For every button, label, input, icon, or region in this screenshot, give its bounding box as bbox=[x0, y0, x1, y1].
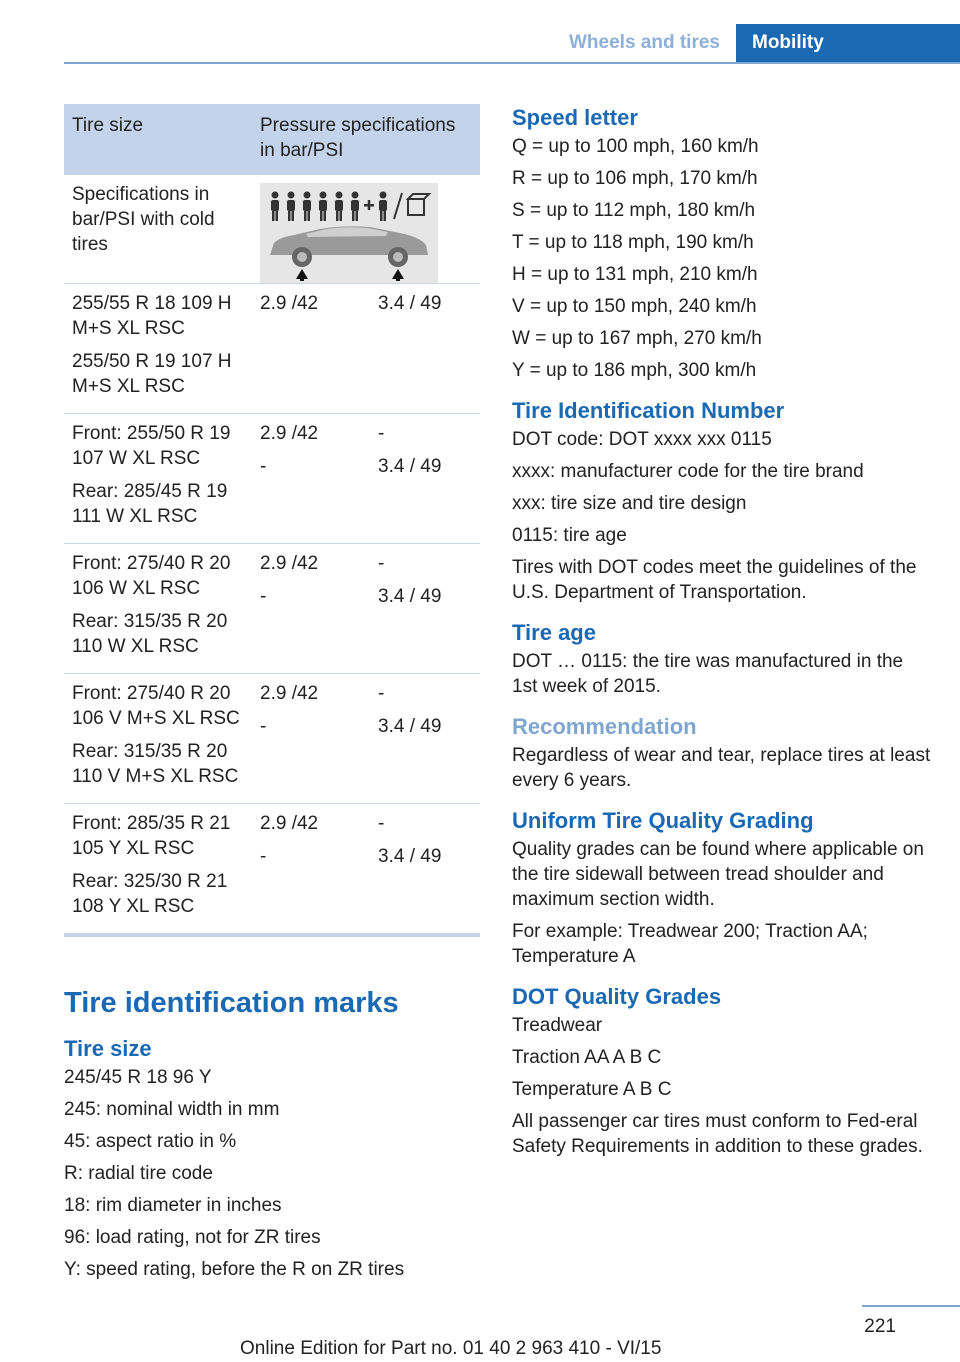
table-row bbox=[64, 284, 480, 414]
text-line: Y = up to 186 mph, 300 km/h bbox=[512, 360, 757, 381]
tire-size-cell bbox=[64, 544, 252, 674]
pressure-loaded-cell-line: - bbox=[378, 553, 385, 574]
text-line: DOT … 0115: the tire was manufactured in the 1st week of 2015. bbox=[512, 651, 904, 697]
left-column bbox=[64, 104, 480, 1289]
pressure-normal-cell-line: - bbox=[260, 456, 267, 477]
pressure-loaded-cell-line: - bbox=[378, 423, 385, 444]
tire-marks-title: Tire identification marks bbox=[64, 987, 399, 1019]
text-line: W = up to 167 mph, 270 km/h bbox=[512, 328, 762, 349]
tire-size-cell bbox=[64, 284, 252, 414]
tire-size-line: 245/45 R 18 96 Y bbox=[64, 1067, 212, 1088]
col-pressure-header: Pressure specifications in bar/PSI bbox=[252, 104, 480, 175]
tire-size-line: 18: rim diameter in inches bbox=[64, 1195, 282, 1216]
load-condition-cell bbox=[252, 175, 480, 284]
pressure-normal-cell-line: - bbox=[260, 716, 267, 737]
text-line: R = up to 106 mph, 170 km/h bbox=[512, 168, 758, 189]
tin-lines bbox=[512, 427, 932, 605]
tire-size-cell bbox=[64, 674, 252, 804]
speed-letter-heading: Speed letter bbox=[512, 105, 638, 130]
pressure-loaded-cell-line: 3.4 / 49 bbox=[378, 716, 442, 737]
tire-size-cell bbox=[64, 804, 252, 936]
text-line: Treadwear bbox=[512, 1015, 603, 1036]
pressure-loaded-cell-line: - bbox=[378, 813, 385, 834]
pressure-loaded-cell-line: 3.4 / 49 bbox=[378, 586, 442, 607]
tin-heading: Tire Identification Number bbox=[512, 398, 785, 423]
text-line: For example: Treadwear 200; Traction AA; Temperature A bbox=[512, 921, 868, 967]
table-row bbox=[64, 414, 480, 544]
pressure-loaded-cell-line: - bbox=[378, 683, 385, 704]
pressure-normal-cell-line: 2.9 /42 bbox=[260, 423, 319, 444]
col-tire-size-header: Tire size bbox=[64, 104, 252, 175]
tire-size-cell-line: Rear: 285/45 R 19 111 W XL RSC bbox=[72, 481, 228, 527]
tire-pressure-table bbox=[64, 104, 480, 937]
text-line: DOT code: DOT xxxx xxx 0115 bbox=[512, 429, 772, 450]
tire-size-cell-line: Front: 275/40 R 20 106 V M+S XL RSC bbox=[72, 683, 240, 729]
text-line: All passenger car tires must conform to Fed‐eral Safety Requirements in addition to these grades. bbox=[512, 1111, 923, 1157]
table-row bbox=[64, 544, 480, 674]
text-line: Quality grades can be found where applicable on the tire sidewall between tread shoulder and maximum section width. bbox=[512, 839, 924, 910]
pressure-normal-cell bbox=[252, 414, 370, 544]
pressure-normal-cell-line: 2.9 /42 bbox=[260, 553, 319, 574]
pressure-normal-cell-line: 2.9 /42 bbox=[260, 293, 319, 314]
text-line: Q = up to 100 mph, 160 km/h bbox=[512, 136, 759, 157]
speed-letter-lines bbox=[512, 134, 932, 383]
tire-size-line: 96: load rating, not for ZR tires bbox=[64, 1227, 321, 1248]
tire-size-cell-line: 255/50 R 19 107 H M+S XL RSC bbox=[72, 351, 232, 397]
text-line: S = up to 112 mph, 180 km/h bbox=[512, 200, 756, 221]
load-condition-icon bbox=[260, 183, 438, 283]
text-line: 0115: tire age bbox=[512, 525, 627, 546]
pressure-loaded-cell-line: 3.4 / 49 bbox=[378, 456, 442, 477]
pressure-normal-cell-line: 2.9 /42 bbox=[260, 813, 319, 834]
tire-size-cell-line: Front: 285/35 R 21 105 Y XL RSC bbox=[72, 813, 231, 859]
utqg-lines bbox=[512, 837, 932, 969]
text-line: Regardless of wear and tear, replace tires at least every 6 years. bbox=[512, 745, 931, 791]
page-number: 221 bbox=[864, 1316, 896, 1337]
tire-size-lines bbox=[64, 1065, 480, 1282]
pressure-normal-cell bbox=[252, 544, 370, 674]
pressure-loaded-cell bbox=[370, 544, 480, 674]
tire-size-cell-line: Front: 275/40 R 20 106 W XL RSC bbox=[72, 553, 231, 599]
spec-label-row bbox=[64, 175, 480, 284]
edition-line: Online Edition for Part no. 01 40 2 963 410 - VI/15 bbox=[240, 1338, 662, 1359]
section-tab[interactable]: Wheels and tires bbox=[569, 32, 720, 53]
tire-size-cell-line: 255/55 R 18 109 H M+S XL RSC bbox=[72, 293, 232, 339]
page-header bbox=[64, 24, 960, 64]
tire-size-line: 245: nominal width in mm bbox=[64, 1099, 280, 1120]
pressure-normal-cell-line: - bbox=[260, 846, 267, 867]
text-line: Traction AA A B C bbox=[512, 1047, 662, 1068]
tire-size-line: Y: speed rating, before the R on ZR tires bbox=[64, 1259, 405, 1280]
pressure-normal-cell-line: 2.9 /42 bbox=[260, 683, 319, 704]
tire-size-cell-line: Rear: 325/30 R 21 108 Y XL RSC bbox=[72, 871, 228, 917]
text-line: Temperature A B C bbox=[512, 1079, 672, 1100]
tire-age-heading: Tire age bbox=[512, 620, 596, 645]
pressure-loaded-cell bbox=[370, 804, 480, 936]
recommendation-heading: Recommendation bbox=[512, 714, 697, 739]
spec-label: Specifications in bar/PSI with cold tires bbox=[72, 184, 215, 255]
text-line: T = up to 118 mph, 190 km/h bbox=[512, 232, 754, 253]
dot-grades-heading: DOT Quality Grades bbox=[512, 984, 722, 1009]
pressure-normal-cell bbox=[252, 284, 370, 414]
tire-size-cell-line: Rear: 315/35 R 20 110 W XL RSC bbox=[72, 611, 228, 657]
pressure-normal-cell bbox=[252, 674, 370, 804]
right-column bbox=[512, 104, 932, 1166]
text-line: Tires with DOT codes meet the guidelines of the U.S. Department of Transportation. bbox=[512, 557, 917, 603]
tire-age-lines bbox=[512, 649, 932, 699]
pressure-normal-cell bbox=[252, 804, 370, 936]
chapter-tab[interactable]: Mobility bbox=[736, 24, 960, 62]
pressure-normal-cell-line: - bbox=[260, 586, 267, 607]
tire-size-heading: Tire size bbox=[64, 1036, 152, 1061]
recommendation-lines bbox=[512, 743, 932, 793]
text-line: H = up to 131 mph, 210 km/h bbox=[512, 264, 758, 285]
tire-size-line: R: radial tire code bbox=[64, 1163, 213, 1184]
text-line: xxxx: manufacturer code for the tire brand bbox=[512, 461, 864, 482]
pressure-loaded-cell bbox=[370, 674, 480, 804]
table-row bbox=[64, 804, 480, 936]
pressure-loaded-cell bbox=[370, 284, 480, 414]
tire-size-cell-line: Rear: 315/35 R 20 110 V M+S XL RSC bbox=[72, 741, 239, 787]
pressure-loaded-cell bbox=[370, 414, 480, 544]
footer-rule bbox=[862, 1305, 960, 1307]
tire-size-line: 45: aspect ratio in % bbox=[64, 1131, 237, 1152]
tire-size-cell bbox=[64, 414, 252, 544]
utqg-heading: Uniform Tire Quality Grading bbox=[512, 808, 814, 833]
dot-grades-lines bbox=[512, 1013, 932, 1159]
text-line: V = up to 150 mph, 240 km/h bbox=[512, 296, 757, 317]
tire-size-cell-line: Front: 255/50 R 19 107 W XL RSC bbox=[72, 423, 231, 469]
table-row bbox=[64, 674, 480, 804]
pressure-loaded-cell-line: 3.4 / 49 bbox=[378, 293, 442, 314]
pressure-loaded-cell-line: 3.4 / 49 bbox=[378, 846, 442, 867]
text-line: xxx: tire size and tire design bbox=[512, 493, 747, 514]
